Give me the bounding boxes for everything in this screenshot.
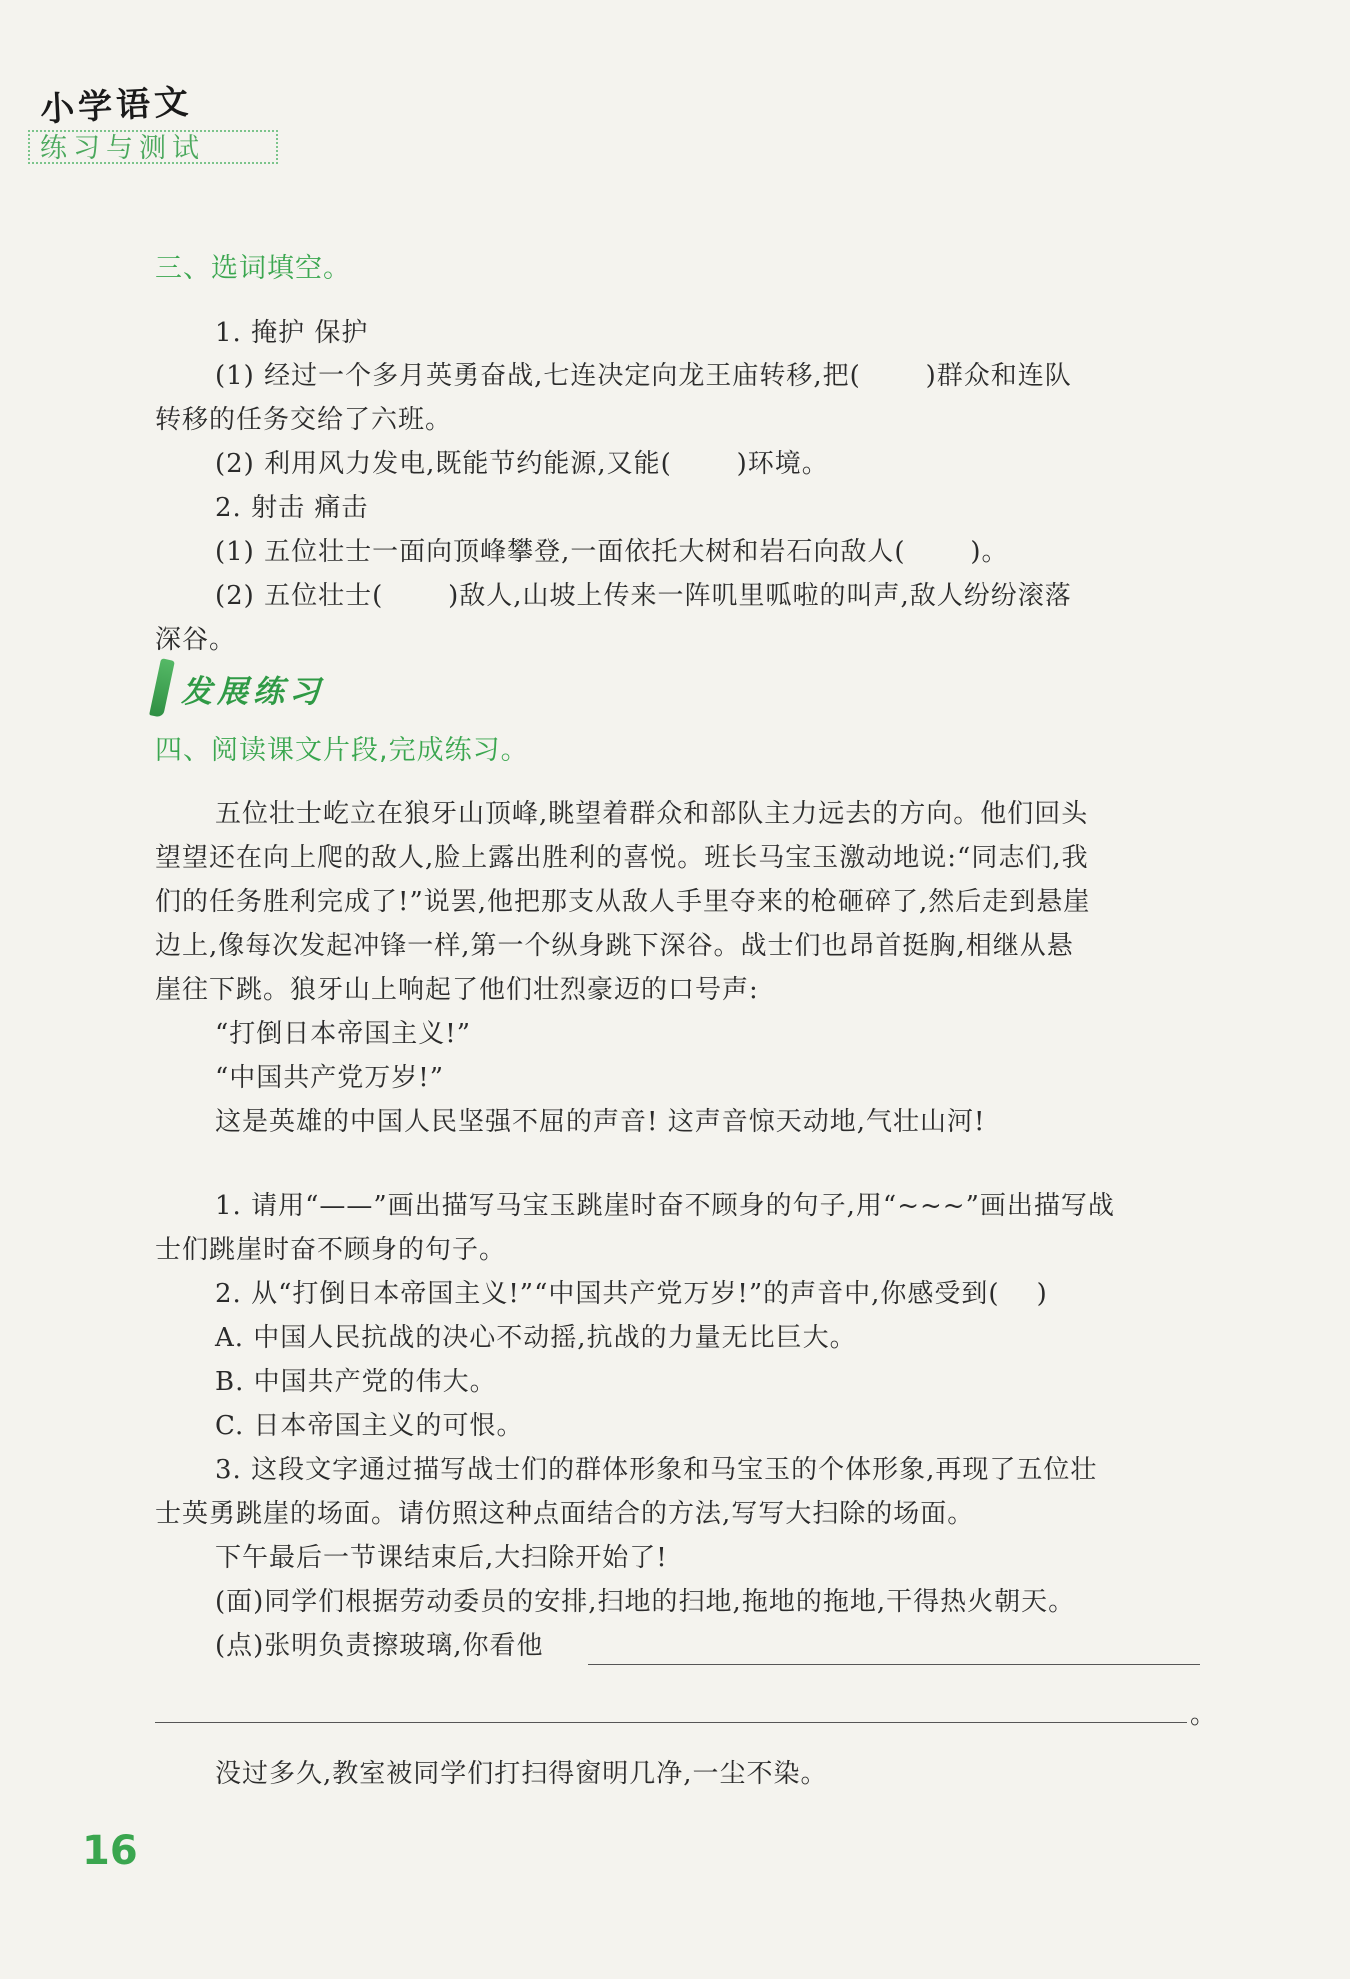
q4-1-line-a — [215, 1185, 1115, 1222]
q1-word-choices: 1. 掩护 保护 — [215, 318, 369, 348]
answer-blank-1[interactable] — [588, 1664, 1200, 1665]
wavy-line-mark: ~~~ — [897, 1191, 966, 1221]
option-a: A. 中国人民抗战的决心不动摇,抗战的力量无比巨大。 — [215, 1323, 857, 1353]
q4-3-area: (面)同学们根据劳动委员的安排,扫地的扫地,拖地的拖地,干得热火朝天。 — [215, 1587, 1076, 1617]
pen-icon — [149, 658, 175, 718]
q4-3-intro: 下午最后一节课结束后,大扫除开始了! — [215, 1543, 668, 1573]
q1-sentence-1b: 转移的任务交给了六班。 — [155, 405, 453, 435]
page-number: 16 — [82, 1828, 138, 1874]
passage-line: 望望还在向上爬的敌人,脸上露出胜利的喜悦。班长马宝玉激动地说:“同志们,我 — [155, 843, 1089, 873]
q1-sentence-1a: (1) 经过一个多月英勇奋战,七连决定向龙王庙转移,把( )群众和连队 — [215, 361, 1072, 391]
q2-sentence-2b: 深谷。 — [155, 625, 237, 655]
development-practice-banner — [155, 658, 325, 718]
answer-period: 。 — [1190, 1700, 1218, 1730]
development-practice-label: 发展练习 — [181, 673, 325, 710]
q4-3-line-b: 士英勇跳崖的场面。请仿照这种点面结合的方法,写写大扫除的场面。 — [155, 1499, 975, 1529]
passage-line: “中国共产党万岁!” — [215, 1063, 445, 1093]
q4-3-ending: 没过多久,教室被同学们打扫得窗明几净,一尘不染。 — [215, 1759, 828, 1789]
option-c: C. 日本帝国主义的可恨。 — [215, 1411, 524, 1441]
passage-line: 崖往下跳。狼牙山上响起了他们壮烈豪迈的口号声: — [155, 975, 759, 1005]
answer-blank-2[interactable] — [155, 1722, 1187, 1723]
q1-sentence-2: (2) 利用风力发电,既能节约能源,又能( )环境。 — [215, 449, 829, 479]
straight-line-mark: —— — [319, 1191, 374, 1221]
section-3-heading: 三、选词填空。 — [155, 253, 351, 284]
section-4-heading: 四、阅读课文片段,完成练习。 — [155, 735, 529, 766]
q4-3-point: (点)张明负责擦玻璃,你看他 — [215, 1631, 544, 1661]
q4-3-line-a: 3. 这段文字通过描写战士们的群体形象和马宝玉的个体形象,再现了五位壮 — [215, 1455, 1098, 1485]
passage-line: “打倒日本帝国主义!” — [215, 1019, 472, 1049]
q4-1-mid: ”画出描写马宝玉跳崖时奋不顾身的句子,用“ — [373, 1191, 898, 1221]
passage-line: 这是英雄的中国人民坚强不屈的声音! 这声音惊天动地,气壮山河! — [215, 1107, 986, 1137]
book-subtitle: 练习与测试 — [28, 130, 278, 164]
passage-line: 边上,像每次发起冲锋一样,第一个纵身跳下深谷。战士们也昂首挺胸,相继从悬 — [155, 931, 1074, 961]
passage-line: 们的任务胜利完成了!”说罢,他把那支从敌人手里夺来的枪砸碎了,然后走到悬崖 — [155, 887, 1091, 917]
q4-1-post: ”画出描写战 — [965, 1191, 1115, 1221]
book-title: 小学语文 — [39, 82, 194, 130]
q4-2: 2. 从“打倒日本帝国主义!”“中国共产党万岁!”的声音中,你感受到( ) — [215, 1279, 1048, 1309]
q2-word-choices: 2. 射击 痛击 — [215, 493, 369, 523]
q2-sentence-2a: (2) 五位壮士( )敌人,山坡上传来一阵叽里呱啦的叫声,敌人纷纷滚落 — [215, 581, 1072, 611]
q2-sentence-1: (1) 五位壮士一面向顶峰攀登,一面依托大树和岩石向敌人( )。 — [215, 537, 1009, 567]
option-b: B. 中国共产党的伟大。 — [215, 1367, 497, 1397]
q4-1-pre: 1. 请用“ — [215, 1191, 320, 1221]
passage-line: 五位壮士屹立在狼牙山顶峰,眺望着群众和部队主力远去的方向。他们回头 — [215, 799, 1089, 829]
q4-1-line-b: 士们跳崖时奋不顾身的句子。 — [155, 1235, 507, 1265]
